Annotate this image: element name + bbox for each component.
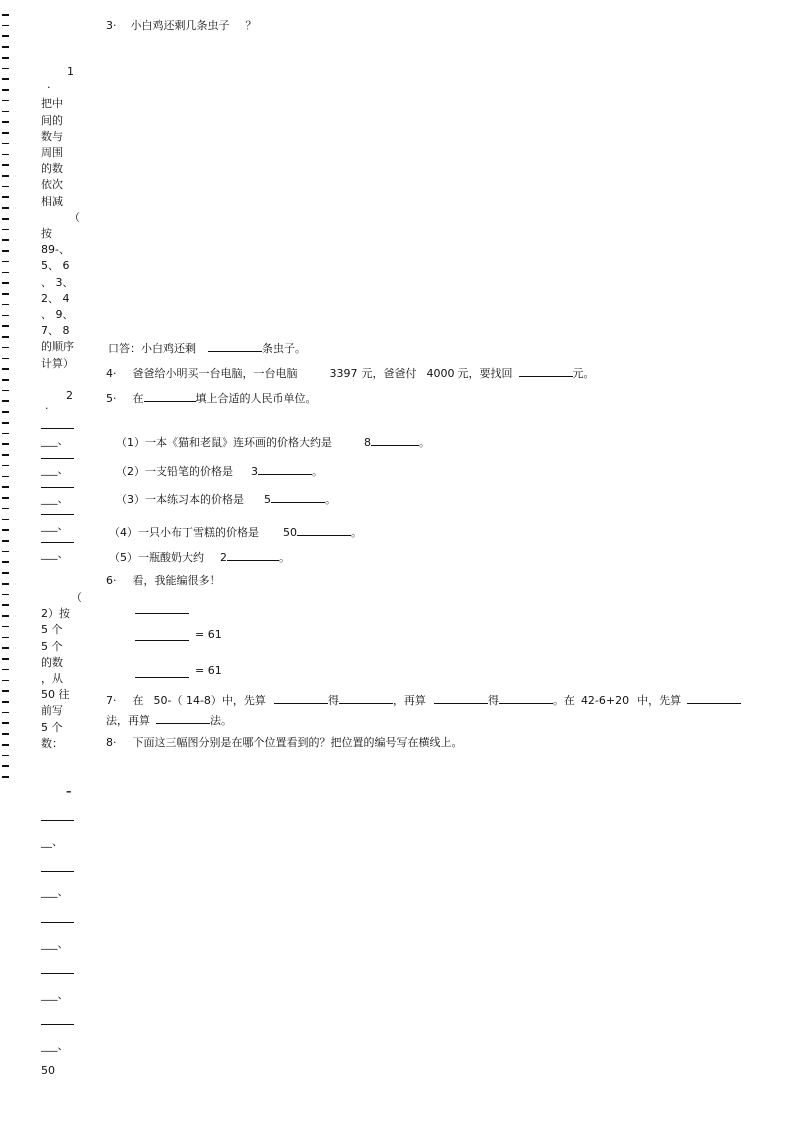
answer-blank[interactable]	[208, 339, 262, 352]
binding-dash	[2, 25, 9, 27]
binding-dash	[2, 14, 9, 16]
item-end: 。	[325, 493, 336, 506]
unit-blank[interactable]	[271, 490, 325, 503]
question-number: 3·	[106, 19, 117, 32]
question-6	[106, 574, 221, 587]
question-text: ，再算	[392, 694, 426, 707]
unit-blank[interactable]	[227, 548, 279, 561]
binding-dash	[2, 722, 9, 724]
question-mark: ？	[245, 19, 257, 32]
item-text: （1）一本《猫和老鼠》连环画的价格大约是	[116, 436, 332, 449]
binding-dash	[2, 744, 9, 746]
binding-dash	[2, 669, 9, 671]
left-text: 2、 4	[41, 291, 70, 305]
expression: 50-（ 14-8）	[153, 694, 222, 707]
binding-dash	[2, 400, 9, 402]
left-text: 间的	[41, 113, 63, 127]
item-text: （4）一只小布丁雪糕的价格是	[109, 526, 259, 539]
binding-dash	[2, 701, 9, 703]
binding-dash	[2, 658, 9, 660]
left-text: 89-、	[41, 243, 70, 257]
equation-result: = 61	[195, 628, 222, 641]
binding-dash	[2, 422, 9, 424]
answer-blank[interactable]	[434, 691, 488, 704]
unit-blank[interactable]	[258, 462, 312, 475]
question-5	[106, 389, 317, 405]
left-text: 2）按	[41, 607, 70, 621]
left-text: 周围	[41, 146, 63, 160]
left-text: （	[71, 591, 82, 604]
binding-dash	[2, 615, 9, 617]
left-text: 、 3、	[41, 275, 74, 289]
left-text: 2	[66, 389, 73, 402]
binding-dash	[2, 626, 9, 628]
blank-line	[41, 922, 74, 923]
question-text: 填上合适的人民币单位。	[195, 392, 317, 405]
left-text: 的数	[41, 655, 63, 669]
binding-dash	[2, 433, 9, 435]
left-blank: __、	[41, 835, 63, 848]
binding-dash	[2, 476, 9, 478]
left-column-part3	[41, 590, 82, 752]
left-text: 数与	[41, 129, 63, 143]
blank-line	[41, 871, 74, 872]
question-8	[106, 736, 463, 749]
item-end: 。	[419, 436, 430, 449]
binding-dash	[2, 733, 9, 735]
binding-dash	[2, 583, 9, 585]
binding-dash	[2, 519, 9, 521]
binding-dash	[2, 239, 9, 241]
binding-dash	[2, 561, 9, 563]
left-text: 按	[41, 227, 52, 241]
binding-dash	[2, 647, 9, 649]
question-text: 法，再算	[106, 714, 150, 727]
item-text: （3）一本练习本的价格是	[116, 493, 244, 506]
item-end: 。	[279, 551, 290, 564]
binding-dash	[2, 690, 9, 692]
left-blank: ___、	[41, 463, 69, 476]
equation-result: = 61	[195, 664, 222, 677]
paid-value: 4000	[426, 367, 455, 380]
left-text: （	[69, 210, 80, 224]
left-text: 、 9、	[41, 308, 74, 322]
left-text: ·	[47, 81, 51, 95]
left-dash: –	[66, 785, 72, 798]
question-text: 在	[132, 392, 144, 405]
left-blank: ___、	[41, 492, 69, 505]
left-text: 的数	[41, 162, 63, 176]
left-column-part1	[41, 64, 80, 372]
question-text: 爸爸给小明买一台电脑，一台电脑	[132, 367, 298, 380]
left-text: 7、 8	[41, 324, 70, 338]
blank-line	[41, 542, 74, 543]
q5-item-4	[109, 523, 362, 539]
answer-blank[interactable]	[519, 364, 573, 377]
binding-dash	[2, 100, 9, 102]
question-text: 在	[132, 694, 144, 707]
binding-dash	[2, 35, 9, 37]
left-text: 50 往	[41, 688, 70, 702]
question-text: 看，我能编很多！	[132, 574, 221, 587]
left-text: 50	[41, 1064, 55, 1077]
left-blank: ___、	[41, 885, 69, 898]
question-number: 4·	[106, 367, 117, 380]
answer-blank[interactable]	[156, 711, 210, 724]
question-4	[106, 364, 595, 380]
example-blank	[144, 389, 196, 402]
binding-dash	[2, 443, 9, 445]
binding-dash	[2, 293, 9, 295]
answer-blank[interactable]	[687, 691, 741, 704]
left-text: 的顺序	[41, 340, 74, 354]
binding-dash	[2, 776, 9, 778]
item-value: 2	[220, 551, 227, 564]
binding-dash	[2, 379, 9, 381]
question-text: 法。	[210, 714, 232, 727]
binding-dash	[2, 78, 9, 80]
left-blank: ___、	[41, 434, 69, 447]
left-text: 5 个	[41, 623, 63, 637]
binding-dash	[2, 411, 9, 413]
left-text: 把中	[41, 97, 63, 111]
question-number: 6·	[106, 574, 117, 587]
item-value: 5	[264, 493, 271, 506]
question-text: 元。	[572, 367, 595, 380]
binding-dash	[2, 465, 9, 467]
binding-dash	[2, 111, 9, 113]
binding-dash	[2, 604, 9, 606]
item-value: 3	[251, 465, 258, 478]
binding-dash	[2, 765, 9, 767]
question-3	[106, 19, 257, 32]
item-value: 50	[283, 526, 297, 539]
binding-dash	[2, 250, 9, 252]
left-text: 5 个	[41, 720, 63, 734]
item-end: 。	[312, 465, 323, 478]
answer-suffix: 条虫子。	[262, 342, 306, 355]
q5-item-1	[116, 433, 430, 449]
binding-dash	[2, 551, 9, 553]
q5-item-2	[116, 462, 323, 478]
blank-line	[41, 428, 74, 429]
question-number: 5·	[106, 392, 117, 405]
blank-line	[41, 487, 74, 488]
question-number: 8·	[106, 736, 117, 749]
left-text: 1	[67, 65, 74, 78]
blank-line	[41, 820, 74, 821]
binding-dash	[2, 594, 9, 596]
answer-prefix: 口答：小白鸡还剩	[108, 342, 196, 355]
binding-dash	[2, 540, 9, 542]
unit-blank[interactable]	[371, 433, 419, 446]
left-text: 5、 6	[41, 259, 70, 273]
item-value: 8	[364, 436, 371, 449]
question-text: 元，要找回	[457, 367, 513, 380]
binding-dash	[2, 680, 9, 682]
question-text: 得	[487, 694, 499, 707]
q5-item-3	[116, 490, 336, 506]
left-blank: ___、	[41, 547, 69, 560]
binding-dash	[2, 132, 9, 134]
binding-dash	[2, 358, 9, 360]
binding-dash	[2, 272, 9, 274]
question-7	[106, 691, 741, 707]
binding-dash	[2, 637, 9, 639]
binding-dash	[2, 164, 9, 166]
binding-dash	[2, 336, 9, 338]
binding-dash	[2, 229, 9, 231]
binding-dash	[2, 121, 9, 123]
binding-dash	[2, 282, 9, 284]
binding-dash	[2, 572, 9, 574]
binding-dash	[2, 143, 9, 145]
binding-dash	[2, 186, 9, 188]
left-blank: ___、	[41, 1039, 69, 1052]
item-end: 。	[351, 526, 362, 539]
binding-dash	[2, 368, 9, 370]
binding-dash	[2, 304, 9, 306]
answer-blank[interactable]	[499, 691, 553, 704]
question-number: 7·	[106, 694, 117, 707]
left-text: 计算）	[41, 356, 74, 370]
binding-dash	[2, 454, 9, 456]
binding-dash	[2, 68, 9, 70]
binding-dash	[2, 347, 9, 349]
binding-dash	[2, 390, 9, 392]
question-text: 中，先算	[637, 694, 682, 707]
q5-item-5	[109, 548, 290, 564]
question-text: 下面这三幅图分别是在哪个位置看到的？把位置的编号写在横线上。	[132, 736, 463, 749]
answer-blank[interactable]	[339, 691, 393, 704]
left-text: 数：	[41, 736, 63, 750]
blank-line	[41, 973, 74, 974]
binding-dash	[2, 196, 9, 198]
left-text: ·	[45, 402, 49, 415]
binding-dash	[2, 755, 9, 757]
unit-blank[interactable]	[297, 523, 351, 536]
question-7-line2	[106, 711, 232, 727]
answer-line	[108, 339, 306, 355]
binding-dash	[2, 175, 9, 177]
item-text: （5）一瓶酸奶大约	[109, 551, 204, 564]
left-blank: ___、	[41, 988, 69, 1001]
binding-dash	[2, 207, 9, 209]
left-text: 依次	[41, 178, 63, 192]
equation-blank[interactable]	[135, 677, 189, 678]
equation-blank[interactable]	[135, 640, 189, 641]
left-blank: ___、	[41, 519, 69, 532]
left-text: 5 个	[41, 639, 63, 653]
binding-dash	[2, 154, 9, 156]
binding-dash-line	[2, 14, 12, 787]
question-text: 中，先算	[221, 694, 266, 707]
binding-dash	[2, 529, 9, 531]
question-text: 得	[327, 694, 339, 707]
binding-dash	[2, 261, 9, 263]
equation-blank[interactable]	[135, 613, 189, 614]
price-value: 3397	[329, 367, 358, 380]
left-text: 相减	[41, 194, 63, 208]
blank-line	[41, 458, 74, 459]
binding-dash	[2, 57, 9, 59]
answer-blank[interactable]	[274, 691, 328, 704]
binding-dash	[2, 218, 9, 220]
item-text: （2）一支铅笔的价格是	[116, 465, 233, 478]
binding-dash	[2, 508, 9, 510]
expression: 42-6+20	[580, 694, 630, 707]
binding-dash	[2, 89, 9, 91]
binding-dash	[2, 325, 9, 327]
left-blank: ___、	[41, 937, 69, 950]
question-text: 小白鸡还剩几条虫子	[130, 19, 230, 32]
left-text: ，从	[41, 672, 63, 686]
binding-dash	[2, 712, 9, 714]
blank-line	[41, 1024, 74, 1025]
blank-line	[41, 514, 74, 515]
binding-dash	[2, 497, 9, 499]
question-text: 。在	[552, 694, 575, 707]
binding-dash	[2, 46, 9, 48]
binding-dash	[2, 486, 9, 488]
binding-dash	[2, 315, 9, 317]
left-text: 前写	[41, 704, 63, 718]
question-text: 元，爸爸付	[361, 367, 417, 380]
